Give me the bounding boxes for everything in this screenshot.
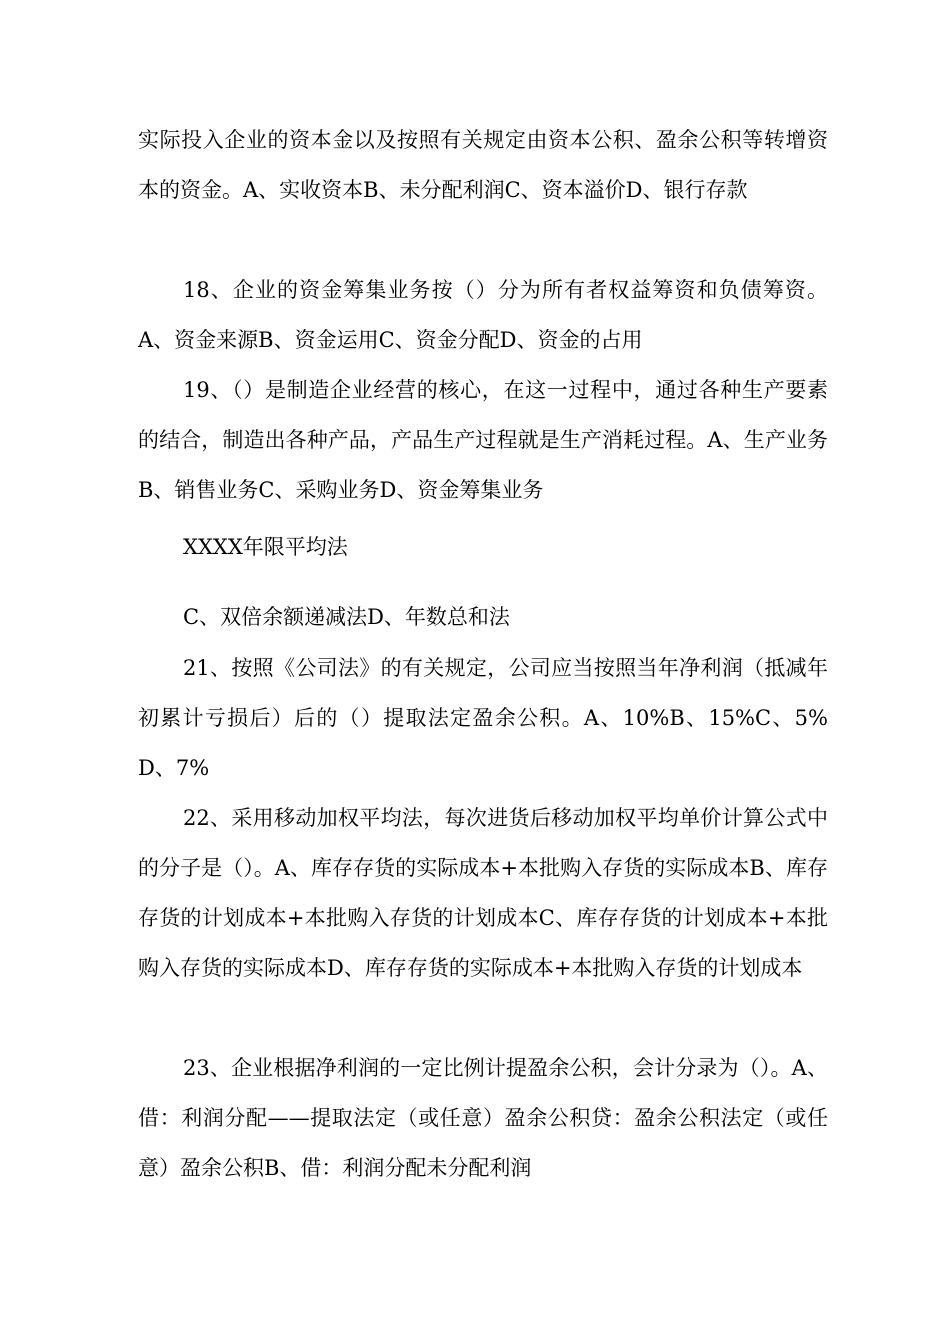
question-20-fragment: XXXX年限平均法 (183, 535, 348, 559)
question-20-options: C、双倍余额递减法D、年数总和法 (183, 605, 510, 629)
question-19: 19、（）是制造企业经营的核心，在这一过程中，通过各种生产要素的结合，制造出各种产品，产品生产过程就是生产消耗过程。A、生产业务B、销售业务C、采购业务D、资金筹集业务 (138, 378, 828, 502)
question-21: 21、按照《公司法》的有关规定，公司应当按照当年净利润（抵减年初累计亏损后）后的（）提取法定盈余公积。A、10%B、15%C、5%D、7% (138, 656, 828, 780)
paragraph-continuation: 实际投入企业的资本金以及按照有关规定由资本公积、盈余公积等转增资本的资金。A、实收资本B、未分配利润C、资本溢价D、银行存款 (138, 128, 828, 202)
question-23: 23、企业根据净利润的一定比例计提盈余公积，会计分录为（）。A、借：利润分配——提取法定（或任意）盈余公积贷：盈余公积法定（或任意）盈余公积B、借：利润分配未分配利润 (138, 1056, 828, 1180)
question-22: 22、采用移动加权平均法，每次进货后移动加权平均单价计算公式中的分子是（）。A、库存存货的实际成本+本批购入存货的实际成本B、库存存货的计划成本+本批购入存货的计划成本C、库存存货的计划成本+本批购入存货的实际成本D、库存存货的实际成本+本批购入存货的计划成本 (138, 806, 828, 980)
question-18: 18、企业的资金筹集业务按（）分为所有者权益筹资和负债筹资。A、资金来源B、资金运用C、资金分配D、资金的占用 (138, 278, 828, 352)
